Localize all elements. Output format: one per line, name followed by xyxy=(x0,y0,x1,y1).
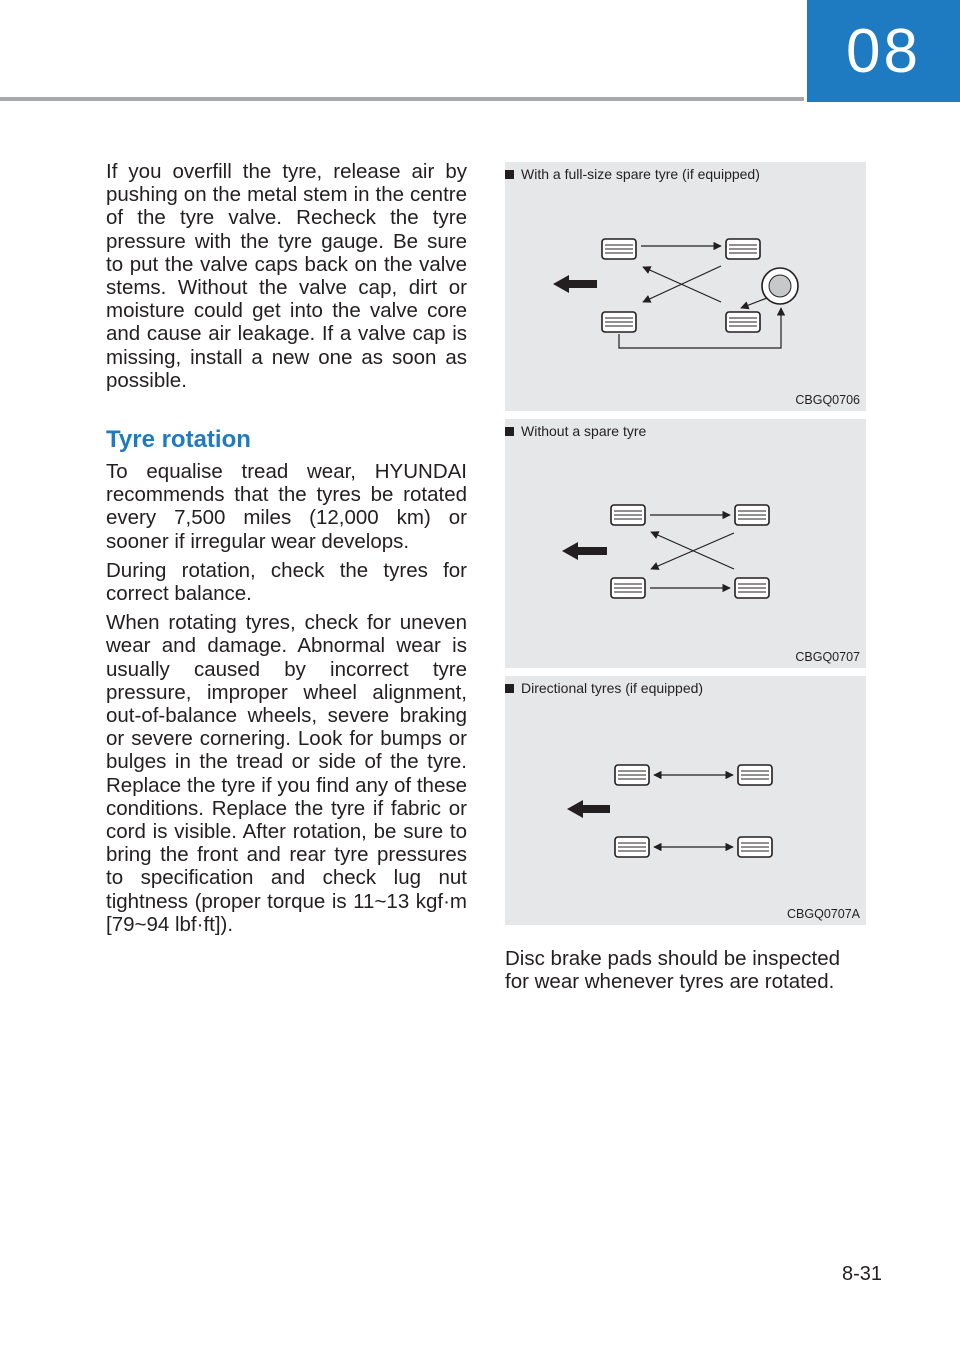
tyre-rear-left-icon xyxy=(611,578,645,598)
figure-directional xyxy=(505,676,866,925)
tyre-rear-right-icon xyxy=(738,837,772,857)
figure-code: CBGQ0707 xyxy=(795,650,860,664)
direction-arrow-icon xyxy=(562,542,607,560)
figure-full-size-spare xyxy=(505,162,866,411)
square-bullet-icon xyxy=(505,684,514,693)
rotation-paths xyxy=(654,775,733,847)
brake-pads-paragraph: Disc brake pads should be inspected for wear whenever tyres are rotated. xyxy=(505,947,841,994)
rotation-diagram-directional xyxy=(505,676,866,925)
tyre-rear-right-icon xyxy=(726,312,760,332)
tyre-front-right-icon xyxy=(735,505,769,525)
right-column xyxy=(505,162,866,993)
square-bullet-icon xyxy=(505,427,514,436)
tyre-front-right-icon xyxy=(738,765,772,785)
chapter-tab xyxy=(807,0,960,102)
header-rule xyxy=(0,97,804,101)
spare-tyre-icon xyxy=(762,268,798,304)
intro-paragraph: If you overfill the tyre, release air by pushing on the metal stem in the centre of the tyre valve. Recheck the tyre pressure with the tyre gauge. Be sure to put the valve caps back on the valve stems. Without the valve cap, dirt or moisture could get into the valve core and cause air leakage. If a valve cap is missing, install a new one as soon as possible. xyxy=(106,160,467,392)
figure-caption: With a full-size spare tyre (if equipped) xyxy=(505,166,760,182)
paragraph-inspection: When rotating tyres, check for uneven wear and damage. Abnormal wear is usually caused by incorrect tyre pressure, improper wheel alignment, out-of-balance wheels, severe braking or severe cornering. Look for bumps or bulges in the tread or side of the tyre. Replace the tyre if you find any of these conditions. Replace the tyre if fabric or cord is visible. After rotation, be sure to bring the front and rear tyre pressures to specification and check lug nut tightness (proper torque is 11~13 kgf·m [79~94 lbf·ft]). xyxy=(106,611,467,936)
tyre-front-left-icon xyxy=(602,239,636,259)
direction-arrow-icon xyxy=(553,275,597,293)
rotation-diagram-five-tyre xyxy=(505,162,866,411)
tyre-rear-left-icon xyxy=(615,837,649,857)
left-column xyxy=(106,160,467,936)
rotation-diagram-four-tyre xyxy=(505,419,866,668)
figure-without-spare xyxy=(505,419,866,668)
paragraph-balance: During rotation, check the tyres for correct balance. xyxy=(106,558,467,606)
tyre-rear-left-icon xyxy=(602,312,636,332)
paragraph-rotation-interval: To equalise tread wear, HYUNDAI recommends that the tyres be rotated every 7,500 miles (12,000 km) or sooner if irregular wear develops. xyxy=(106,460,467,553)
page-number: 8-31 xyxy=(841,1263,882,1285)
section-heading: Tyre rotation xyxy=(106,426,251,454)
tyre-front-left-icon xyxy=(615,765,649,785)
tyre-front-left-icon xyxy=(611,505,645,525)
figure-code: CBGQ0706 xyxy=(795,393,860,407)
rotation-paths xyxy=(650,515,734,588)
direction-arrow-icon xyxy=(567,800,610,818)
figure-caption: Directional tyres (if equipped) xyxy=(505,680,703,696)
chapter-number: 08 xyxy=(846,16,921,86)
figure-caption: Without a spare tyre xyxy=(505,423,646,439)
figure-code: CBGQ0707A xyxy=(787,907,860,921)
tyre-front-right-icon xyxy=(726,239,760,259)
square-bullet-icon xyxy=(505,170,514,179)
tyre-rear-right-icon xyxy=(735,578,769,598)
